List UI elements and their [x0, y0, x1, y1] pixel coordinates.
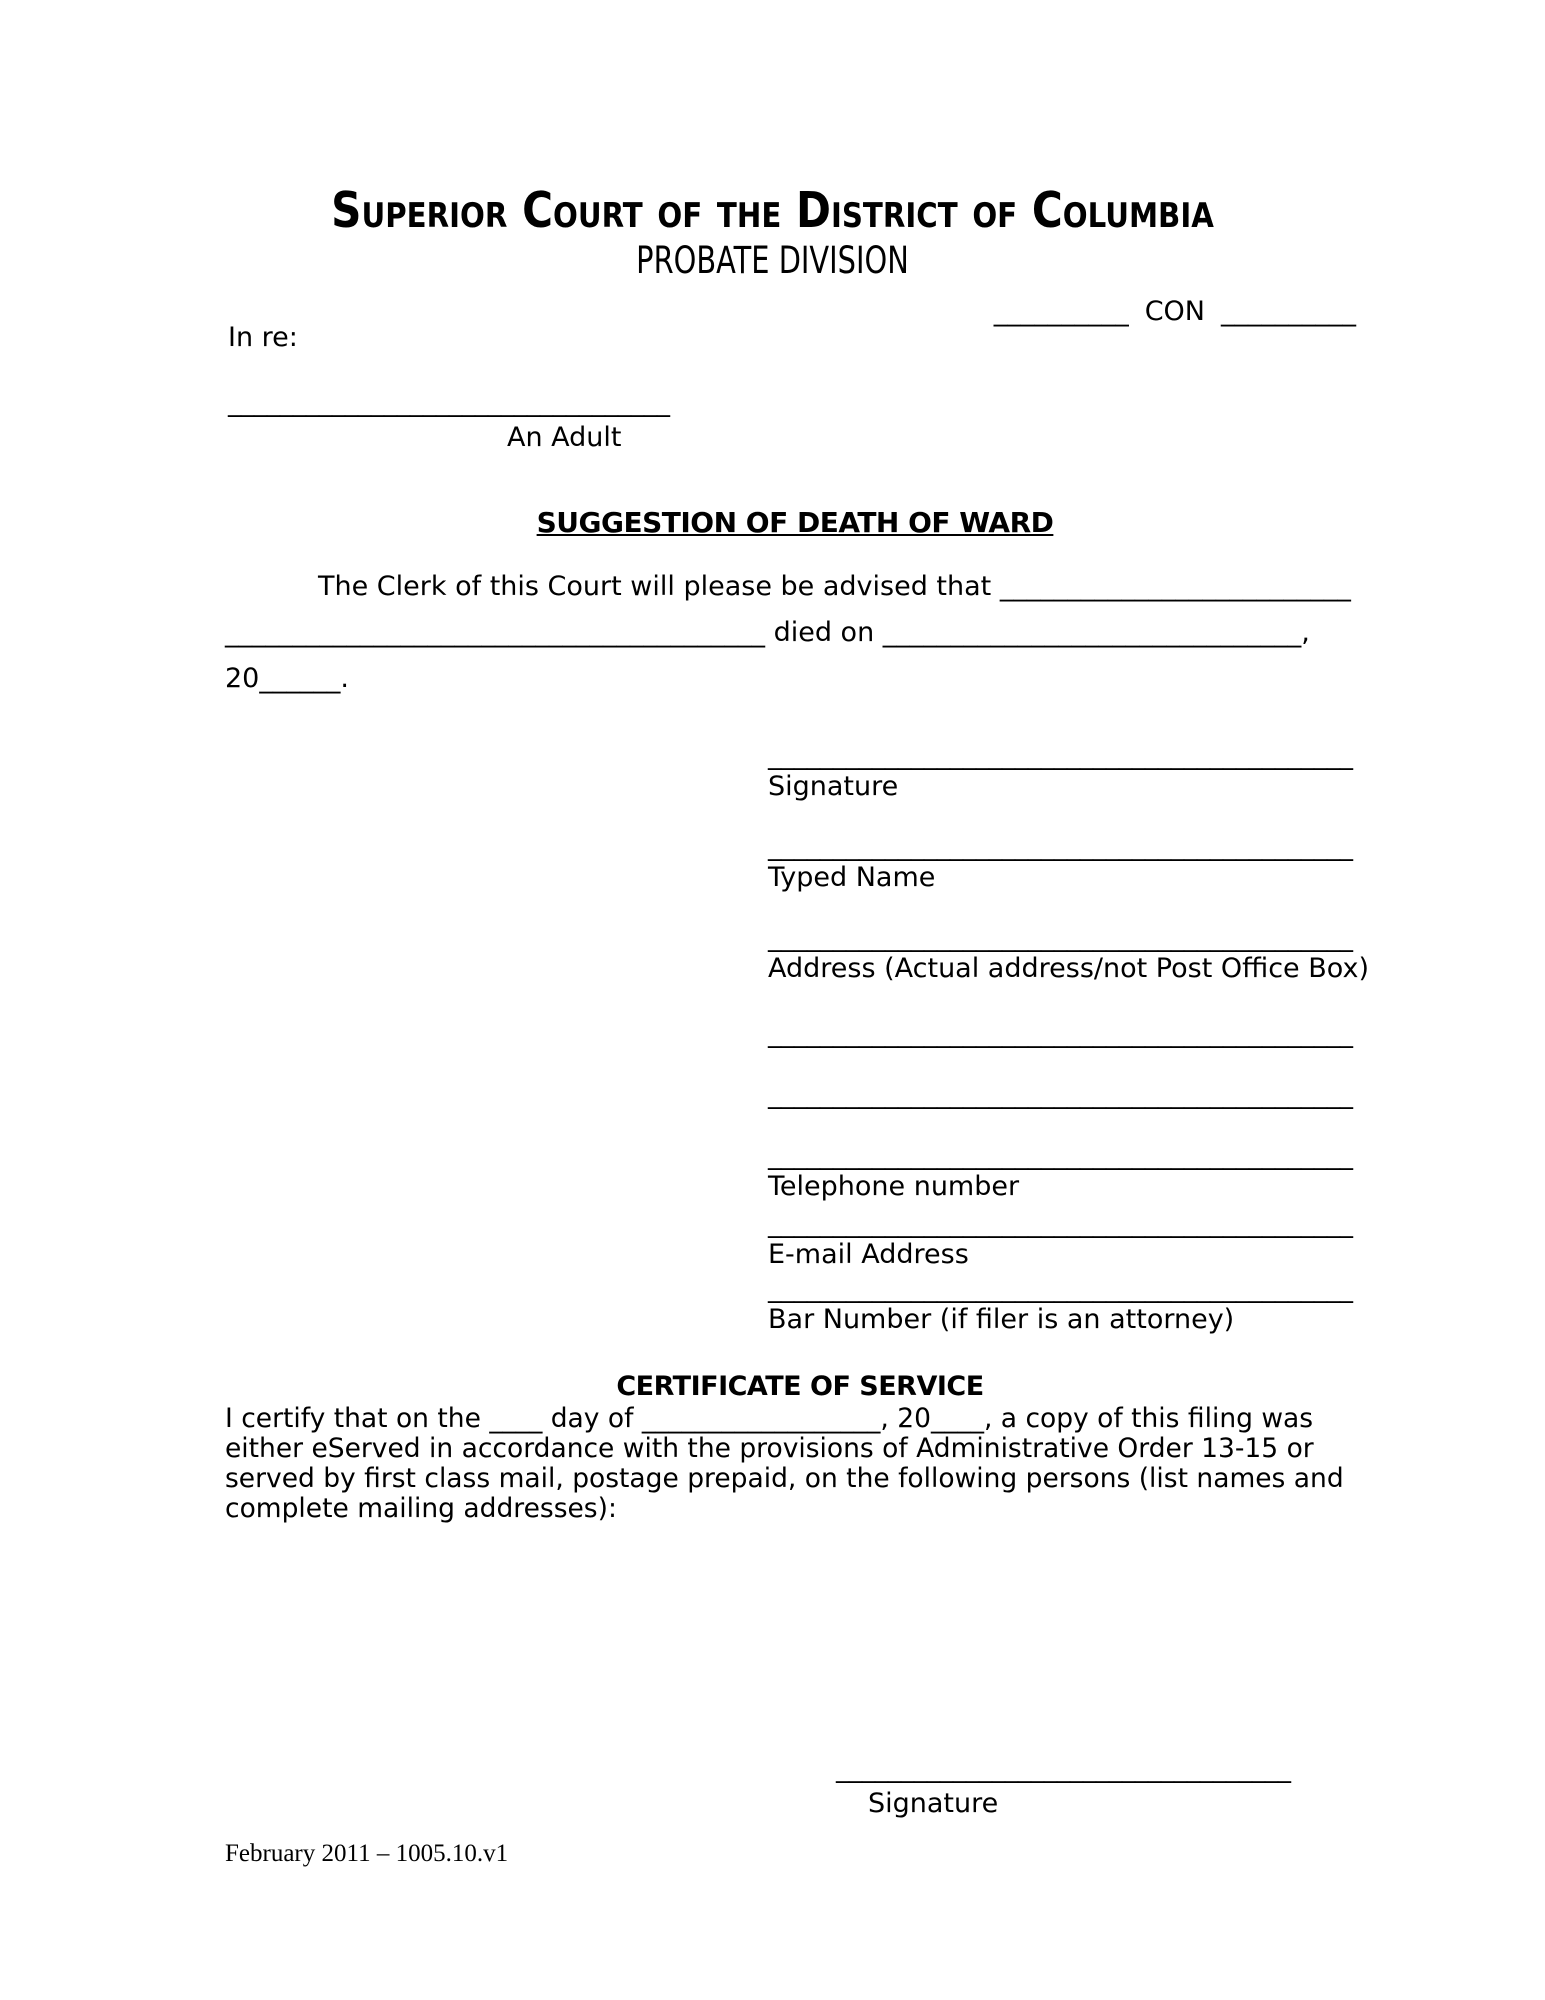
certificate-heading: CERTIFICATE OF SERVICE [616, 1371, 984, 1402]
address-label: Address (Actual address/not Post Office Box) [768, 953, 1369, 984]
email-field [768, 1209, 1408, 1271]
advice-line-2: ________________________________________ died on _______________________________, [225, 617, 1310, 648]
certificate-line-4: complete mailing addresses): [225, 1493, 617, 1524]
form-version-footer: February 2011 – 1005.10.v1 [225, 1840, 509, 1867]
division-subtitle: PROBATE DIVISION [636, 239, 909, 282]
an-adult-label: An Adult [507, 422, 622, 453]
bar-number-label: Bar Number (if filer is an attorney) [768, 1304, 1235, 1335]
address-line: _____________________________________________ [768, 923, 1353, 953]
email-line: _____________________________________________ [768, 1209, 1353, 1239]
certificate-line-3: served by first class mail, postage prepaid, on the following persons (list names and [225, 1463, 1344, 1494]
case-number-blank-left: __________ [993, 296, 1129, 327]
form-header [0, 182, 1545, 282]
signature-line: _____________________________________________ [768, 741, 1353, 771]
ward-name-blank: __________________________________ [228, 388, 670, 418]
case-number-blank-right: __________ [1221, 296, 1356, 327]
address-extra-field-1 [768, 1019, 1408, 1049]
certificate-signature-line: ___________________________________ [836, 1754, 1291, 1784]
certificate-line-1: I certify that on the ____ day of __________________, 20____, a copy of this filing was [225, 1403, 1314, 1434]
certificate-line-2: either eServed in accordance with the provisions of Administrative Order 13-15 or [225, 1433, 1314, 1464]
advice-line-1: The Clerk of this Court will please be advised that __________________________ [318, 571, 1351, 602]
in-re-label: In re: [228, 322, 298, 353]
signature-field [768, 741, 1408, 803]
typed-name-label: Typed Name [768, 862, 936, 893]
court-title: Superior Court of the District of Columbia [331, 182, 1214, 239]
telephone-line: _____________________________________________ [768, 1141, 1353, 1171]
certificate-paragraph [225, 1404, 1344, 1524]
telephone-field [768, 1141, 1408, 1203]
address-extra-field-2 [768, 1080, 1408, 1110]
typed-name-line: _____________________________________________ [768, 832, 1353, 862]
address-extra-line-1: _____________________________________________ [768, 1019, 1353, 1049]
signature-label: Signature [768, 771, 899, 802]
email-label: E-mail Address [768, 1239, 969, 1270]
case-number-row [994, 296, 1356, 327]
typed-name-field [768, 832, 1408, 894]
address-field [768, 923, 1408, 985]
con-label: CON [1144, 296, 1205, 327]
bar-number-field [768, 1274, 1408, 1336]
address-extra-line-2: _____________________________________________ [768, 1080, 1353, 1110]
advice-line-3: 20______. [225, 663, 349, 694]
certificate-signature-label: Signature [868, 1788, 999, 1819]
telephone-label: Telephone number [768, 1171, 1020, 1202]
bar-number-line: _____________________________________________ [768, 1274, 1353, 1304]
form-title: SUGGESTION OF DEATH OF WARD [536, 506, 1054, 539]
